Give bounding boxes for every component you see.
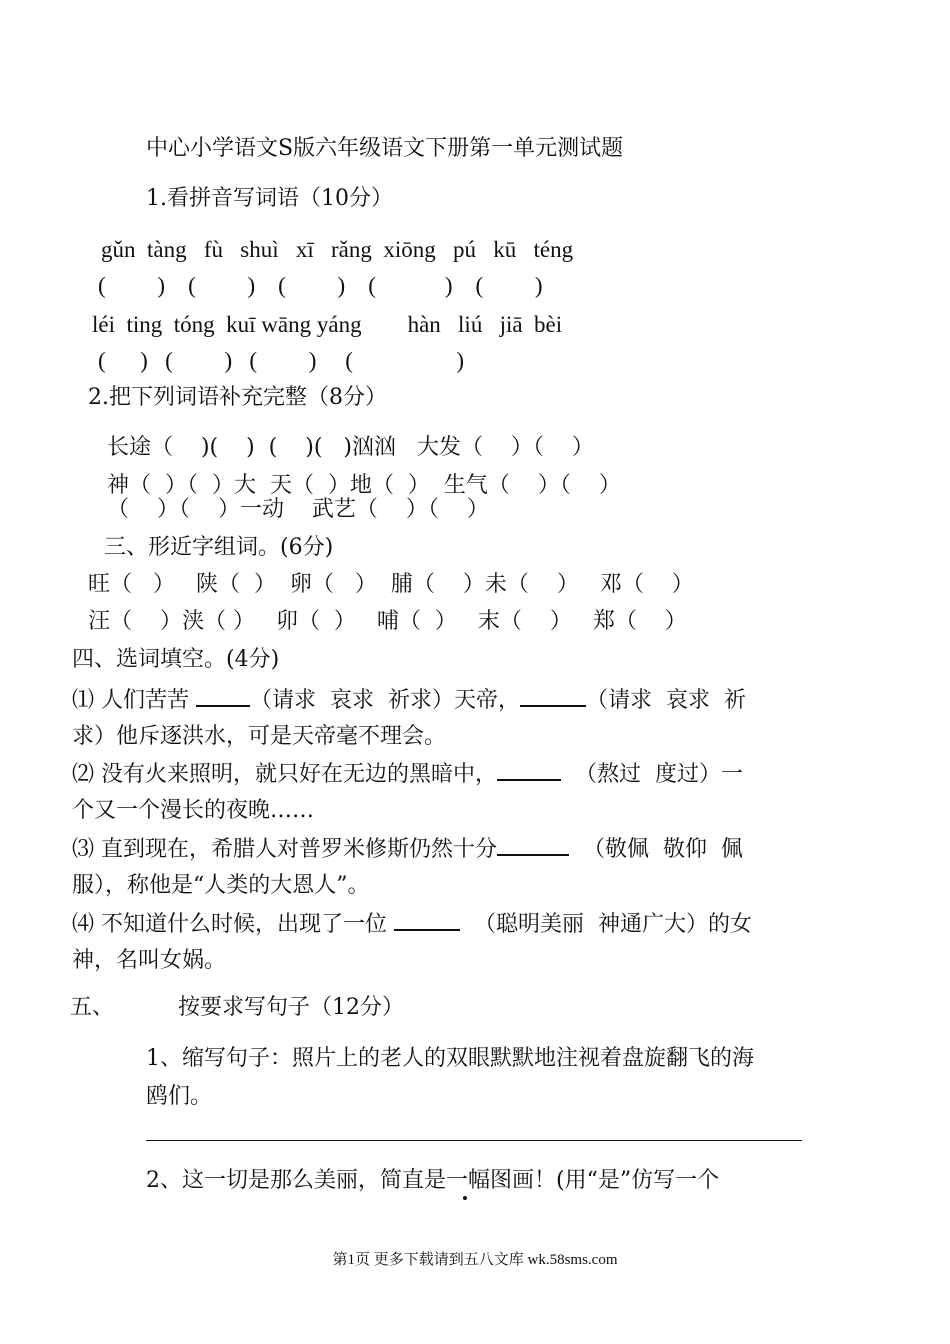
section-3-line-1: 旺（ ） 陕（ ） 卵（ ） 脯（ ）未（ ） 邓（ ）	[88, 572, 694, 597]
q4-1-line-1	[72, 687, 746, 714]
page-footer: 第1页 更多下载请到五八文库 wk.58sms.com	[332, 1252, 618, 1268]
q4-4-text-b: （聪明美丽 神通广大）的女	[474, 912, 752, 937]
q4-1-line-2: 求）他斥逐洪水，可是天帝毫不理会。	[72, 724, 447, 749]
section-5-heading: 按要求写句子（12分）	[178, 995, 404, 1020]
section-2-heading: 2.把下列词语补充完整（8分）	[88, 385, 387, 410]
q5-1-line-2: 鸥们。	[146, 1084, 213, 1109]
section-5-number: 五、	[70, 995, 115, 1020]
section-1-heading: 1.看拼音写词语（10分）	[146, 186, 393, 211]
section-3-line-2: 汪（ ）浃（ ） 卯（ ） 哺（ ） 末（ ） 郑（ ）	[88, 609, 687, 634]
q4-4-text-a: ⑷ 不知道什么时候，出现了一位	[72, 912, 387, 937]
q4-1-blank-1[interactable]	[196, 687, 250, 707]
q4-2-text-a: ⑵ 没有火来照明，就只好在无边的黑暗中，	[72, 762, 497, 787]
section-3-heading: 三、形近字组词。(6分)	[104, 535, 334, 560]
q4-4-line-1	[72, 911, 752, 938]
emphasis-dot	[463, 1196, 467, 1200]
q4-4-line-2: 神，名叫女娲。	[72, 948, 227, 973]
q4-1-text-b: （请求 哀求 祈求）天帝，	[250, 688, 520, 713]
q5-2-line-1: 2、这一切是那么美丽，简直是一幅图画！(用“是”仿写一个	[146, 1168, 720, 1193]
q4-2-blank[interactable]	[497, 761, 561, 781]
q4-1-text-c: （请求 哀求 祈	[585, 688, 746, 713]
answer-line[interactable]	[146, 1140, 802, 1141]
q4-2-line-1	[72, 761, 743, 788]
answer-blanks-row-1: ( ) ( ) ( ) ( ) ( )	[98, 273, 543, 298]
page-title: 中心小学语文S版六年级语文下册第一单元测试题	[146, 136, 624, 161]
q4-2-line-2: 个又一个漫长的夜晚……	[72, 798, 315, 823]
q4-3-text-b: （敬佩 敬仰 佩	[583, 837, 743, 862]
section-4-heading: 四、选词填空。(4分)	[72, 647, 280, 672]
q4-3-line-1	[72, 836, 743, 863]
q4-2-text-b: （熬过 度过）一	[575, 762, 743, 787]
q4-3-text-a: ⑶ 直到现在，希腊人对普罗米修斯仍然十分	[72, 837, 497, 862]
answer-blanks-row-2: ( ) ( ) ( ) ( )	[98, 348, 465, 373]
section-2-line-1: 长途（ )( ) ( )( )汹汹 大发（ ）（ ）	[107, 435, 594, 460]
section-2-line-3: （ ）（ ）一动 武艺（ ）（ ）	[107, 497, 489, 522]
q4-3-line-2: 服），称他是“人类的大恩人”。	[72, 873, 370, 898]
pinyin-row-2: léi ting tóng kuī wāng yáng hàn liú jiā bèi	[92, 312, 563, 337]
q5-1-line-1: 1、缩写句子：照片上的老人的双眼默默地注视着盘旋翻飞的海	[146, 1046, 754, 1071]
q4-1-blank-2[interactable]	[520, 687, 586, 707]
q4-4-blank[interactable]	[394, 911, 460, 931]
section-2-line-2: 神（ ）（ ）大 天（ ）地（ ） 生气（ ）（ ）	[107, 473, 621, 498]
q4-3-blank[interactable]	[497, 836, 569, 856]
q4-1-text-a: ⑴ 人们苦苦	[72, 688, 189, 713]
pinyin-row-1: gǔn tàng fù shuì xī rǎng xiōng pú kū téng	[101, 237, 574, 262]
